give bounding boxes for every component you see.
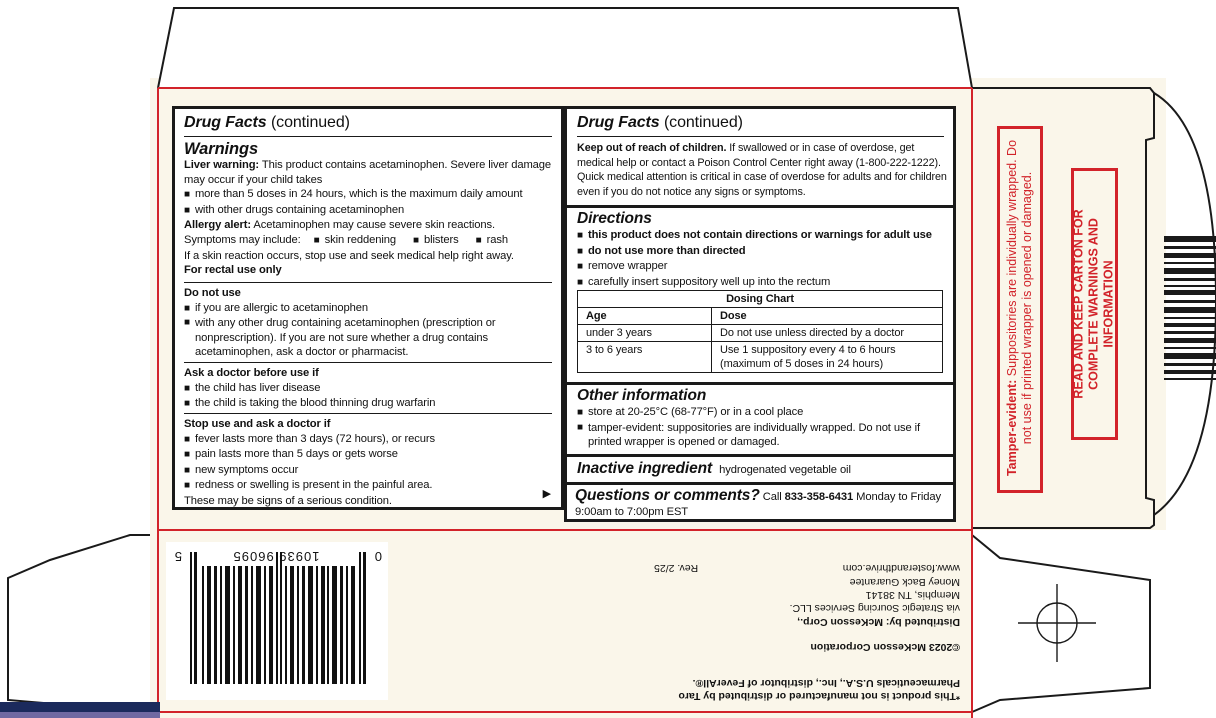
disclaimer-text: *This product is not manufactured or distributed by Taro Pharmaceuticals U.S.A., Inc., distributor of FeverAll®.	[678, 676, 960, 702]
barcode-left-digit: 0	[374, 549, 382, 564]
other-information-item	[577, 421, 943, 450]
ask-doctor-heading: Ask a doctor before use if	[184, 367, 319, 379]
other-information-item: ■ store at 20-25°C (68-77°F) or in a cool place	[577, 405, 943, 421]
directions-item: ■ remove wrapper	[577, 259, 949, 275]
barcode-right-digit: 5	[174, 549, 182, 564]
do-not-use-text: with any other drug containing acetaminophen (prescription or nonprescription). If you are not sure whether a drug contains acetaminophen, ask a doctor or pharmacist.	[194, 317, 496, 359]
inactive-ingredient-heading: Inactive ingredient	[577, 460, 713, 477]
questions-heading: Questions or comments?	[575, 487, 760, 504]
liver-warning	[184, 158, 556, 187]
continue-arrow-icon: ▶	[542, 488, 551, 501]
allergy-alert-text: Acetaminophen may cause severe skin reactions.	[253, 219, 496, 232]
bullet-square-icon: ■	[577, 421, 583, 433]
website-text: www.fosterandthrive.com	[842, 562, 960, 575]
warnings-heading: Warnings	[184, 140, 259, 158]
directions-heading: Directions	[577, 210, 652, 227]
distributed-by-text: Distributed by: McKesson Corp.,	[797, 615, 960, 628]
money-back-text: Money Back Guarantee	[849, 575, 960, 588]
dosing-chart-title: Dosing Chart	[578, 291, 943, 308]
inactive-ingredient	[577, 460, 949, 478]
liver-warning-text: This product contains acetaminophen. Severe liver damage may occur if your child takes	[184, 159, 552, 186]
symptoms-line	[184, 233, 556, 249]
drug-facts-suffix: (continued)	[270, 114, 350, 131]
stop-use-heading: Stop use and ask a doctor if	[184, 418, 331, 430]
revision-text: Rev. 2/25	[654, 562, 699, 575]
liver-bullet: ■ with other drugs containing acetaminophen	[184, 203, 556, 219]
stop-use-item: ■ fever lasts more than 3 days (72 hours), or recurs	[184, 432, 556, 448]
bottom-left-flap	[8, 535, 150, 712]
barcode-block	[166, 542, 388, 700]
directions-item: ■ carefully insert suppository well up into the rectum	[577, 275, 949, 291]
dosing-dose-cell: Use 1 suppository every 4 to 6 hours (maximum of 5 doses in 24 hours)	[712, 342, 943, 373]
allergy-alert	[184, 218, 556, 233]
bullet-square-icon: ■	[184, 317, 190, 329]
allergy-alert-label: Allergy alert:	[184, 219, 251, 232]
symptoms-intro: Symptoms may include:	[184, 233, 301, 246]
questions-hours: Monday to Friday 9:00am to 7:00pm EST	[575, 491, 941, 518]
stop-use-footer: These may be signs of a serious condition.	[184, 494, 392, 507]
read-keep-text: READ AND KEEP CARTON FOR COMPLETE WARNINGS AND INFORMATION	[1071, 209, 1116, 399]
distributor-info	[654, 540, 960, 702]
do-not-use-item: ■ if you are allergic to acetaminophen	[184, 301, 556, 317]
keep-out-of-reach	[577, 141, 949, 199]
city-text: Memphis, TN 38141	[865, 588, 960, 601]
skin-reaction-text: If a skin reaction occurs, stop use and seek medical help right away.	[184, 249, 514, 262]
inactive-ingredient-text: hydrogenated vegetable oil	[719, 464, 851, 476]
tamper-evident-description: Suppositories are individually wrapped. Do not use if printed wrapper is opened or damaged.	[1005, 139, 1034, 445]
via-text: via Strategic Sourcing Services LLC.	[789, 602, 960, 615]
top-tuck-flap	[158, 8, 972, 88]
stop-use-item: ■ pain lasts more than 5 days or gets worse	[184, 447, 556, 463]
do-not-use-item	[184, 316, 556, 360]
dosing-header-dose: Dose	[712, 308, 943, 325]
questions-comments	[575, 487, 953, 520]
bottom-strip-tint	[0, 712, 160, 718]
tamper-evident-label: Tamper-evident:	[1005, 379, 1019, 477]
dosing-chart	[577, 290, 943, 373]
stop-use-item: ■ redness or swelling is present in the painful area.	[184, 478, 556, 494]
barcode-icon	[166, 542, 388, 700]
symptom-item: ■ rash	[476, 234, 508, 246]
table-row	[578, 342, 943, 373]
drug-facts-right-panel	[564, 106, 956, 522]
liver-warning-label: Liver warning:	[184, 159, 260, 171]
other-information-heading: Other information	[577, 387, 707, 404]
barcode-digits: 10939 96095	[232, 549, 320, 564]
copyright-text: ©2023 McKesson Corporation	[810, 641, 960, 654]
ask-doctor-item: ■ the child has liver disease	[184, 381, 556, 397]
tamper-evident-text	[1005, 131, 1035, 485]
dosing-header-age: Age	[578, 308, 712, 325]
rectal-use-only: For rectal use only	[184, 264, 282, 277]
table-row	[578, 325, 943, 342]
directions-item: ■ do not use more than directed	[577, 244, 949, 260]
ask-doctor-item: ■ the child is taking the blood thinning drug warfarin	[184, 396, 556, 412]
drug-facts-suffix: (continued)	[663, 114, 743, 131]
drug-facts-title: Drug Facts	[577, 114, 660, 131]
questions-call: Call	[762, 491, 782, 503]
keep-out-label: Keep out of reach of children.	[577, 142, 727, 154]
stop-use-item: ■ new symptoms occur	[184, 463, 556, 479]
keep-out-text: If swallowed or in case of overdose, get medical help or contact a Poison Control Center right away (1-800-222-1222). Quick medical attention is critical in case of overdose for adults and for children even if you do not notice any signs or symptoms.	[577, 142, 947, 198]
drug-facts-header	[184, 114, 554, 132]
other-information-text: tamper-evident: suppositories are individually wrapped. Do not use if printed wrapper is opened or damaged.	[587, 421, 920, 449]
directions-item: ■ this product does not contain directions or warnings for adult use	[577, 228, 949, 244]
dosing-dose-cell: Do not use unless directed by a doctor	[712, 325, 943, 342]
drug-facts-title: Drug Facts	[184, 114, 267, 131]
phone-number: 833-358-6431	[784, 491, 854, 503]
drug-facts-header	[577, 114, 947, 132]
dosing-age-cell: 3 to 6 years	[578, 342, 712, 373]
partial-barcode-right	[1164, 236, 1216, 380]
dosing-age-cell: under 3 years	[578, 325, 712, 342]
symptom-item: ■ blisters	[413, 234, 459, 246]
liver-bullet: ■ more than 5 doses in 24 hours, which is the maximum daily amount	[184, 187, 556, 203]
do-not-use-heading: Do not use	[184, 287, 241, 299]
drug-facts-left-panel	[172, 106, 564, 510]
symptom-item: ■ skin reddening	[314, 234, 396, 246]
